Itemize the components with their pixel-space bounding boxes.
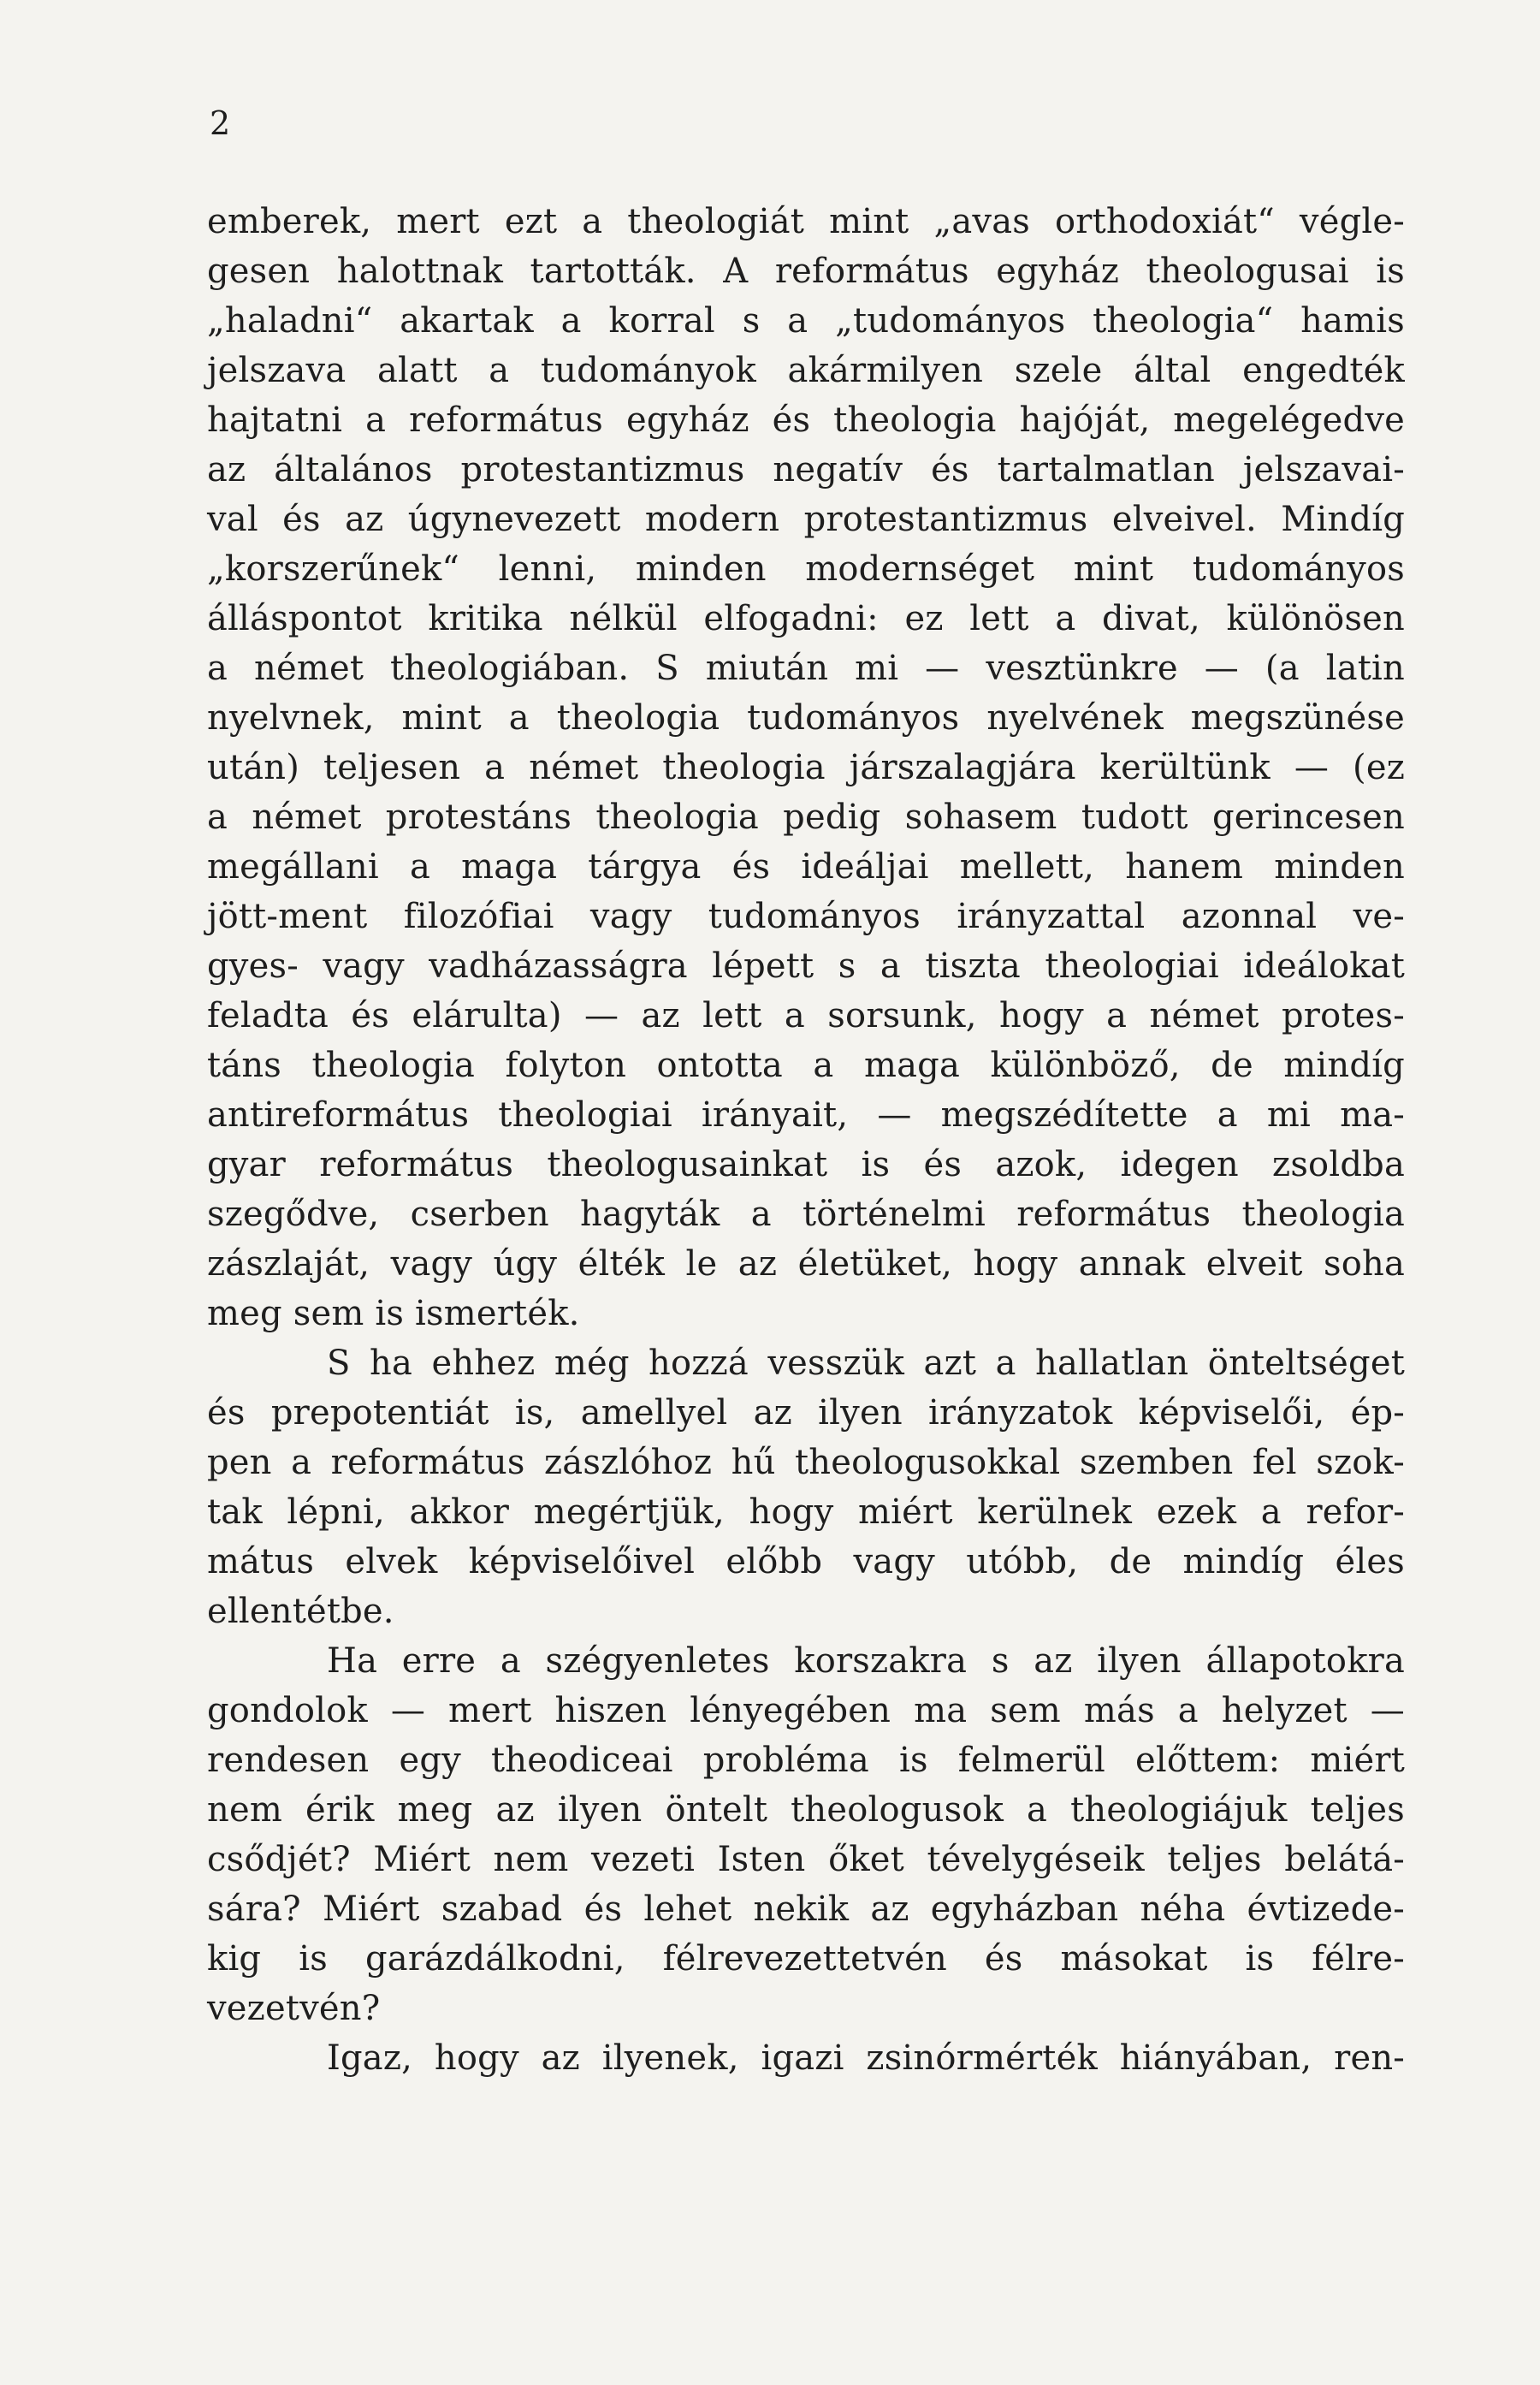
text-line: Ha erre a szégyenletes korszakra s az ilyen állapotokra [327, 1641, 1405, 1681]
text-line: mátus elvek képviselőivel előbb vagy utóbb, de mindíg éles [207, 1542, 1405, 1581]
text-line: gyes- vagy vadházasságra lépett s a tiszta theologiai ideálokat [207, 946, 1405, 986]
text-line: a német protestáns theologia pedig sohasem tudott gerincesen [207, 798, 1405, 837]
text-line: táns theologia folyton ontotta a maga különböző, de mindíg [207, 1046, 1405, 1085]
text-line: vezetvén? [207, 1989, 381, 2028]
text-line: álláspontot kritika nélkül elfogadni: ez lett a divat, különösen [207, 599, 1405, 638]
text-line: S ha ehhez még hozzá vesszük azt a hallatlan önteltséget [327, 1344, 1405, 1383]
text-line: feladta és elárulta) — az lett a sorsunk, hogy a német protes- [207, 996, 1405, 1035]
text-line: meg sem is ismerték. [207, 1294, 580, 1333]
text-line: emberek, mert ezt a theologiát mint „avas orthodoxiát“ végle- [207, 202, 1405, 241]
text-line: az általános protestantizmus negatív és tartalmatlan jelszavai- [207, 450, 1405, 489]
text-line: hajtatni a református egyház és theologia hajóját, megelégedve [207, 400, 1405, 440]
text-line: gesen halottnak tartották. A református egyház theologusai is [207, 252, 1405, 291]
text-line: gyar református theologusainkat is és azok, idegen zsoldba [207, 1145, 1405, 1184]
text-line: kig is garázdálkodni, félrevezettetvén és másokat is félre- [207, 1939, 1405, 1979]
text-line: után) teljesen a német theologia járszalagjára kerültünk — (ez [207, 748, 1405, 787]
text-line: pen a református zászlóhoz hű theologusokkal szemben fel szok- [207, 1443, 1405, 1482]
text-line: jött-ment filozófiai vagy tudományos irányzattal azonnal ve- [207, 897, 1405, 936]
text-line: és prepotentiát is, amellyel az ilyen irányzatok képviselői, ép- [207, 1393, 1405, 1433]
text-line: val és az úgynevezett modern protestantizmus elveivel. Mindíg [207, 500, 1405, 539]
text-line: nyelvnek, mint a theologia tudományos nyelvének megszünése [207, 698, 1405, 738]
text-line: a német theologiában. S miután mi — vesztünkre — (a latin [207, 649, 1405, 688]
text-line: „korszerűnek“ lenni, minden modernséget mint tudományos [207, 549, 1405, 589]
text-line: sára? Miért szabad és lehet nekik az egyházban néha évtizede- [207, 1890, 1405, 1929]
text-line: megállani a maga tárgya és ideáljai mellett, hanem minden [207, 847, 1405, 887]
text-line: gondolok — mert hiszen lényegében ma sem más a helyzet — [207, 1691, 1405, 1730]
text-line: antireformátus theologiai irányait, — megszédítette a mi ma- [207, 1095, 1405, 1135]
text-line: nem érik meg az ilyen öntelt theologusok a theologiájuk teljes [207, 1790, 1405, 1830]
page-number: 2 [210, 104, 231, 142]
text-line: csődjét? Miért nem vezeti Isten őket tévelygéseik teljes belátá- [207, 1840, 1405, 1879]
text-line: ellentétbe. [207, 1592, 394, 1631]
text-line: „haladni“ akartak a korral s a „tudományos theologia“ hamis [207, 301, 1405, 341]
text-line: jelszava alatt a tudományok akármilyen szele által engedték [207, 351, 1405, 390]
body-text [207, 197, 1405, 2083]
text-line: Igaz, hogy az ilyenek, igazi zsinórmérték hiányában, ren- [327, 2038, 1405, 2078]
text-line: zászlaját, vagy úgy élték le az életüket, hogy annak elveit soha [207, 1244, 1405, 1284]
text-line: tak lépni, akkor megértjük, hogy miért kerülnek ezek a refor- [207, 1492, 1405, 1532]
text-line: rendesen egy theodiceai probléma is felmerül előttem: miért [207, 1741, 1405, 1780]
text-line: szegődve, cserben hagyták a történelmi református theologia [207, 1195, 1405, 1234]
